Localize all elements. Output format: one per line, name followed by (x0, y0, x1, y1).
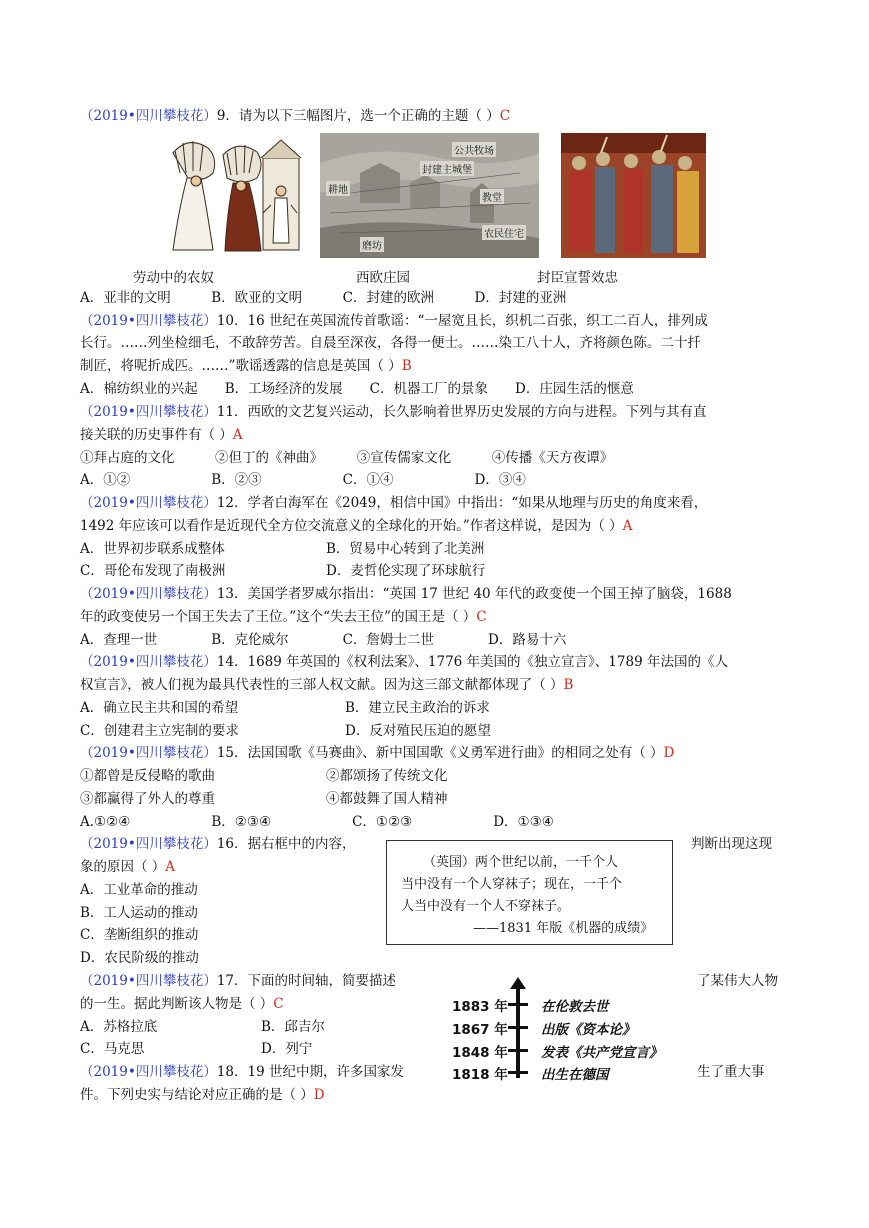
q17-option-a: A．苏格拉底 (80, 1019, 158, 1035)
q13-options: A．查理一世 B．克伦威尔 C．詹姆士二世 D．路易十六 (80, 632, 567, 648)
pic-label-castle: 封建主城堡 (420, 161, 474, 176)
quote-line-2: 当中没有一个人穿袜子；现在，一千个 (401, 877, 623, 892)
q16-stem-2: 象的原因（ ）A (80, 859, 176, 875)
q14-option-b: B．建立民主政治的诉求 (345, 700, 490, 716)
q17-option-d: D．列宁 (261, 1041, 313, 1057)
timeline-year: 1848 年 (452, 1045, 508, 1061)
q9-stem: （2019•四川攀枝花）9．请为以下三幅图片，选一个正确的主题（ ）C (80, 108, 511, 124)
q12-answer: A (622, 518, 633, 534)
q16-source: （2019•四川攀枝花） (80, 836, 217, 852)
q16-option-c: C．垄断组织的推动 (80, 927, 199, 943)
vassal-oath-image (561, 133, 706, 258)
q17-answer: C (273, 996, 284, 1012)
q15-options: A.①②④ B．②③④ C．①②③ D．①③④ (80, 814, 554, 830)
q10-options: A．棉纺织业的兴起 B．工场经济的发展 C．机器工厂的景象 D．庄园生活的惬意 (80, 381, 634, 397)
manor-map-image (320, 133, 539, 258)
q13-stem-2: 年的政变使另一个国王失去了王位。”这个“失去王位”的国王是（ ）C (80, 609, 487, 625)
serfs-working-image (163, 133, 303, 258)
timeline-tick (508, 1003, 528, 1006)
q12-source: （2019•四川攀枝花） (80, 495, 217, 511)
q15-item-1: ①都曾是反侵略的歌曲 (80, 768, 215, 784)
q15-answer: D (663, 745, 675, 761)
pic-label-farmland: 耕地 (326, 181, 350, 196)
q13-source: （2019•四川攀枝花） (80, 586, 217, 602)
q15-item-4: ④都鼓舞了国人精神 (326, 791, 448, 807)
q16-answer: A (165, 859, 176, 875)
q12-option-d: D．麦哲伦实现了环球航行 (326, 563, 486, 579)
timeline-event: 出版《资本论》 (541, 1022, 636, 1038)
caption-serfs: 劳动中的农奴 (133, 270, 214, 286)
q14-stem-2: 权宣言》，被人们视为最具代表性的三部人权文献。因为这三部文献都体现了（ ）B (80, 677, 574, 693)
q15-stem: （2019•四川攀枝花）15．法国国歌《马赛曲》、新中国国歌《义勇军进行曲》的相同之处有（ ）D (80, 745, 675, 761)
q17-source: （2019•四川攀枝花） (80, 973, 217, 989)
quote-line-1: （英国）两个世纪以前，一千个人 (423, 855, 619, 870)
q16-stem-1: （2019•四川攀枝花）16．据右框中的内容， (80, 836, 356, 852)
timeline-tick (508, 1049, 528, 1052)
q16-stem-1b: 判断出现这现 (691, 836, 772, 852)
q14-option-a: A．确立民主共和国的希望 (80, 700, 239, 716)
q11-items: ①拜占庭的文化 ②但丁的《神曲》 ③宣传儒家文化 ④传播《天方夜谭》 (80, 450, 614, 466)
q17-stem-1: （2019•四川攀枝花）17．下面的时间轴，简要描述 (80, 973, 397, 989)
q14-stem-1: （2019•四川攀枝花）14．1689 年英国的《权利法案》、1776 年美国的《独立宣言》、1789 年法国的《人 (80, 654, 728, 670)
timeline-event: 在伦敦去世 (541, 999, 609, 1015)
q11-stem-2: 接关联的历史事件有（ ）A (80, 427, 243, 443)
pic-label-pasture: 公共牧场 (452, 142, 496, 157)
q16-option-b: B．工人运动的推动 (80, 905, 198, 921)
caption-manor: 西欧庄园 (356, 270, 410, 286)
pic-label-houses: 农民住宅 (482, 225, 526, 240)
quote-source: ——1831 年版《机器的成绩》 (473, 921, 654, 936)
q11-source: （2019•四川攀枝花） (80, 404, 217, 420)
q10-stem-3: 制匠，将呢折成匹。……”歌谣透露的信息是英国（ ）B (80, 358, 412, 374)
pic-label-church: 教堂 (480, 189, 504, 204)
q12-stem-1: （2019•四川攀枝花）12．学者白海军在《2049，相信中国》中指出：“如果从地理与历史的角度来看， (80, 495, 708, 511)
q15-item-2: ②都颂扬了传统文化 (326, 768, 448, 784)
timeline-event: 发表《共产党宣言》 (541, 1045, 663, 1061)
q10-source: （2019•四川攀枝花） (80, 313, 217, 329)
q9-source: （2019•四川攀枝花） (80, 108, 217, 124)
q14-option-c: C．创建君主立宪制的要求 (80, 723, 239, 739)
q11-answer: A (232, 427, 243, 443)
q14-answer: B (563, 677, 574, 693)
q12-option-b: B．贸易中心转到了北美洲 (326, 541, 485, 557)
q13-answer: C (476, 609, 487, 625)
q15-source: （2019•四川攀枝花） (80, 745, 217, 761)
timeline-tick (508, 1026, 528, 1029)
q14-source: （2019•四川攀枝花） (80, 654, 217, 670)
timeline-year: 1867 年 (452, 1022, 508, 1038)
q9-options: A．亚非的文明 B．欧亚的文明 C．封建的欧洲 D．封建的亚洲 (80, 290, 567, 306)
q17-option-c: C．马克思 (80, 1041, 145, 1057)
q13-stem-1: （2019•四川攀枝花）13．美国学者罗威尔指出：“英国 17 世纪 40 年代的政变使一个国王掉了脑袋，1688 (80, 586, 732, 602)
q17-option-b: B．邱吉尔 (261, 1019, 325, 1035)
q10-stem-1: （2019•四川攀枝花）10．16 世纪在英国流传首歌谣：“一屋宽且长，织机二百张，织工二百人，排列成 (80, 313, 708, 329)
q14-option-d: D．反对殖民压迫的愿望 (345, 723, 491, 739)
quote-box (386, 840, 673, 945)
q17-stem-1b: 了某伟大人物 (697, 973, 778, 989)
timeline-axis (516, 986, 520, 1078)
q16-option-a: A．工业革命的推动 (80, 882, 198, 898)
pic-label-mill: 磨坊 (360, 237, 384, 252)
q18-answer: D (313, 1087, 325, 1103)
q12-option-c: C．哥伦布发现了南极洲 (80, 563, 226, 579)
timeline-year: 1883 年 (452, 999, 508, 1015)
quote-line-3: 人当中没有一个人不穿袜子。 (401, 899, 571, 914)
q18-stem-1b: 生了重大事 (697, 1064, 765, 1080)
q11-stem-1: （2019•四川攀枝花）11．西欧的文艺复兴运动，长久影响着世界历史发展的方向与进程。下列与其有直 (80, 404, 707, 420)
q11-options: A．①② B．②③ C．①④ D．③④ (80, 472, 526, 488)
q12-stem-2: 1492 年应该可以看作是近现代全方位交流意义的全球化的开始。”作者这样说，是因为（ ）A (80, 518, 633, 534)
caption-oath: 封臣宣誓效忠 (537, 270, 618, 286)
timeline-tick (508, 1071, 528, 1074)
q18-stem-2: 件。下列史实与结论对应正确的是（ ）D (80, 1087, 325, 1103)
q18-source: （2019•四川攀枝花） (80, 1064, 217, 1080)
q10-stem-2: 长行。……列坐检细毛，不敢辞劳苦。自晨至深夜，各得一便士。……染工八十人，齐将颜色陈。二十扦 (80, 335, 701, 351)
timeline-event: 出生在德国 (541, 1067, 609, 1083)
q18-stem-1: （2019•四川攀枝花）18．19 世纪中期，许多国家发 (80, 1064, 404, 1080)
timeline-year: 1818 年 (452, 1067, 508, 1083)
q15-item-3: ③都赢得了外人的尊重 (80, 791, 215, 807)
q16-option-d: D．农民阶级的推动 (80, 950, 199, 966)
q17-stem-2: 的一生。据此判断该人物是（ ）C (80, 996, 284, 1012)
q9-answer: C (499, 108, 511, 124)
q10-answer: B (401, 358, 412, 374)
q12-option-a: A．世界初步联系成整体 (80, 541, 225, 557)
